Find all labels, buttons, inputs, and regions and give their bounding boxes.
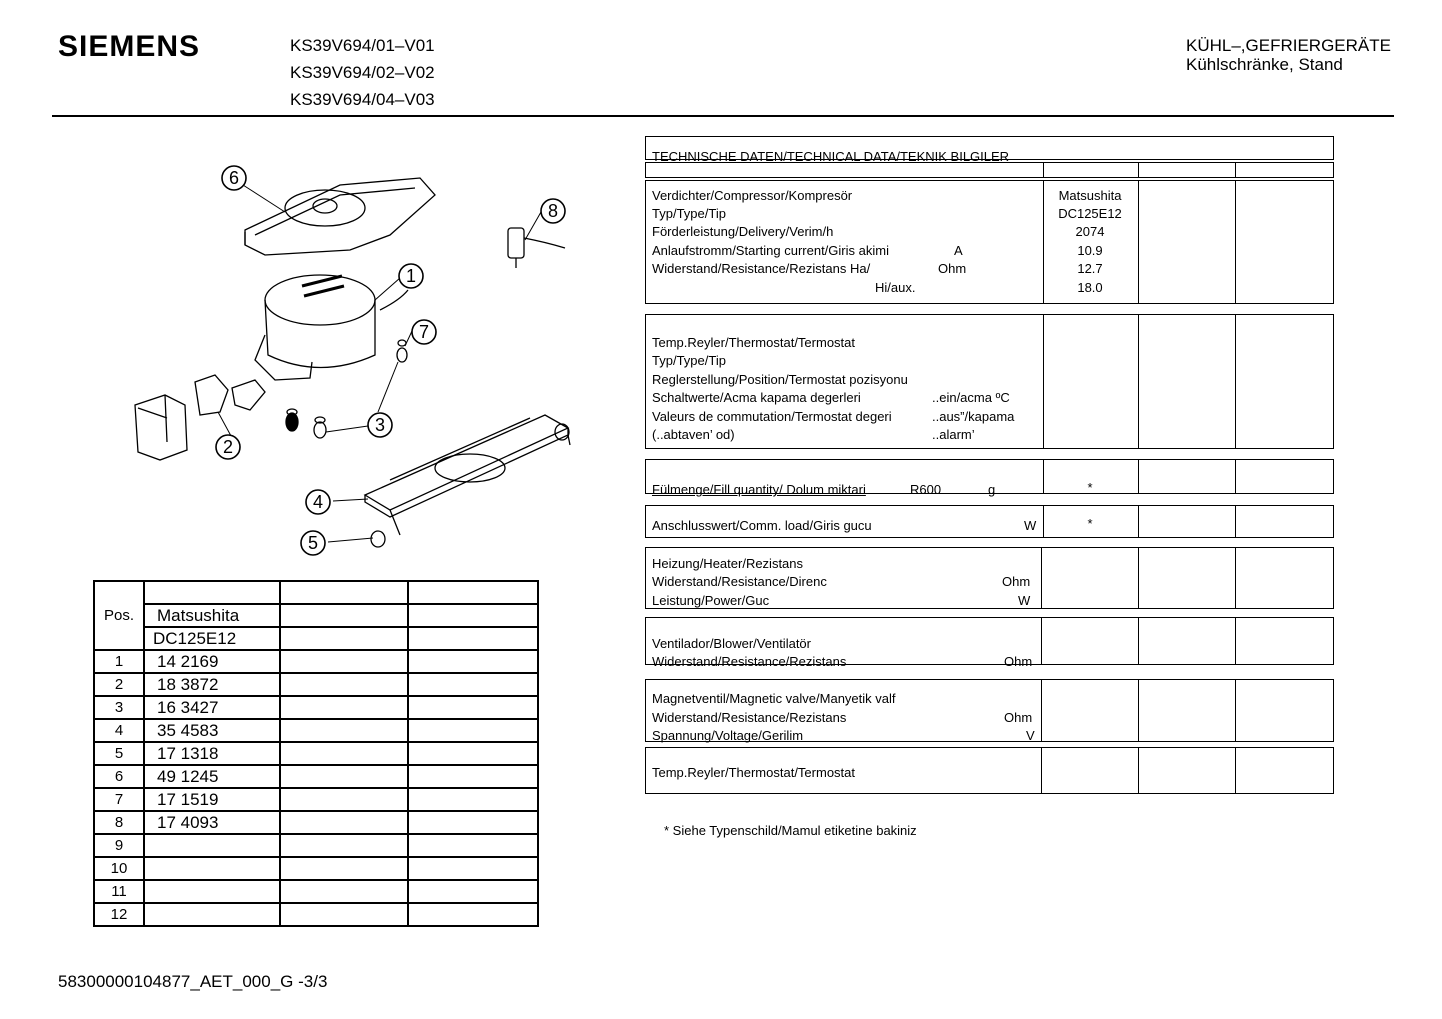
compressor-type-header: DC125E12	[144, 627, 280, 650]
compressor-type-value: DC125E12	[1058, 206, 1122, 221]
heater-power-label: Leistung/Power/Guc	[652, 593, 770, 608]
part-position: 12	[94, 903, 144, 926]
part-number: 17 4093	[144, 811, 280, 834]
part-position: 1	[94, 650, 144, 673]
callout-8	[541, 199, 565, 223]
type-plate-note: * Siehe Typenschild/Mamul etiketine bakiniz	[664, 823, 917, 838]
resistance-label: Widerstand/Resistance/Rezistans Ha/	[652, 261, 871, 276]
valve-voltage-unit: V	[1026, 728, 1035, 743]
thermostat-type-label: Typ/Type/Tip	[652, 353, 726, 368]
blower-resistance-label: Widerstand/Resistance/Rezistans	[652, 654, 847, 669]
part-position: 10	[94, 857, 144, 880]
part-number: 17 1318	[144, 742, 280, 765]
heater-resistance-label: Widerstand/Resistance/Direnc	[652, 574, 827, 589]
table-row	[94, 719, 538, 742]
part-position: 4	[94, 719, 144, 742]
feet-drawing	[371, 424, 569, 547]
part-position: 9	[94, 834, 144, 857]
valve-resistance-unit: Ohm	[1004, 710, 1033, 725]
model-number-1: KS39V694/01–V01	[290, 36, 435, 55]
pos-header: Pos.	[94, 581, 144, 650]
table-row	[94, 650, 538, 673]
model-number-2: KS39V694/02–V02	[290, 63, 435, 82]
capacitor-drawing	[508, 228, 565, 268]
heater-power-unit: W	[1018, 593, 1031, 608]
switch-commutation-label: Valeurs de commutation/Termostat degeri	[652, 409, 892, 424]
callout-6	[222, 166, 246, 190]
resistance-value: 12.7	[1077, 261, 1103, 276]
part-number: 17 1519	[144, 788, 280, 811]
thermostat-section	[645, 314, 1334, 449]
part-number: 49 1245	[144, 765, 280, 788]
part-position: 11	[94, 880, 144, 903]
fill-quantity-value: *	[1087, 480, 1093, 495]
compressor-type-label: Typ/Type/Tip	[652, 206, 726, 221]
switch-on-label: ..ein/acma ºC	[932, 390, 1010, 405]
tech-header-row	[645, 162, 1334, 178]
part-number: 18 3872	[144, 673, 280, 696]
connected-load-value: *	[1087, 516, 1093, 531]
heater-section	[645, 547, 1334, 609]
heater-label: Heizung/Heater/Rezistans	[652, 556, 804, 571]
connected-load-label: Anschlusswert/Comm. load/Giris gucu	[652, 518, 872, 533]
table-row	[94, 811, 538, 834]
svg-text:4: 4	[312, 492, 324, 512]
starting-current-value: 10.9	[1077, 243, 1103, 258]
parts-table	[93, 580, 539, 927]
part-number: 35 4583	[144, 719, 280, 742]
starting-current-label: Anlaufstromm/Starting current/Giris akimi	[652, 243, 889, 258]
blower-label: Ventilador/Blower/Ventilatör	[652, 636, 811, 651]
connected-load-section	[645, 505, 1334, 538]
heater-resistance-unit: Ohm	[1002, 574, 1031, 589]
fill-quantity-unit: g	[988, 482, 996, 497]
parts-table-body	[94, 581, 538, 926]
table-row	[94, 834, 538, 857]
starting-current-unit: A	[954, 243, 963, 258]
blower-section	[645, 617, 1334, 669]
part-position: 8	[94, 811, 144, 834]
table-row	[94, 673, 538, 696]
siemens-logo: SIEMENS	[58, 30, 201, 63]
table-row	[94, 903, 538, 926]
callout-1	[399, 264, 423, 288]
svg-text:2: 2	[222, 437, 234, 457]
part-number: 14 2169	[144, 650, 280, 673]
thermostat-label: Temp.Reyler/Thermostat/Termostat	[652, 335, 856, 350]
table-row	[94, 742, 538, 765]
valve-resistance-label: Widerstand/Resistance/Rezistans	[652, 710, 847, 725]
svg-text:6: 6	[228, 168, 240, 188]
part-position: 5	[94, 742, 144, 765]
callout-7	[412, 320, 436, 344]
base-plate-drawing	[365, 415, 570, 535]
svg-text:5: 5	[307, 533, 319, 553]
part-position: 7	[94, 788, 144, 811]
manufacturer-header: Matsushita	[144, 604, 280, 627]
category-title: KÜHL–,GEFRIERGERÄTE	[1186, 36, 1391, 55]
resistance-aux-value: 18.0	[1077, 280, 1103, 295]
thermostat-position-label: Reglerstellung/Position/Termostat pozisyonu	[652, 372, 908, 387]
defrost-label: (..abtaven’ od)	[652, 427, 735, 442]
part-number	[144, 880, 280, 903]
relay-drawing	[135, 375, 265, 460]
delivery-label: Förderleistung/Delivery/Verim/h	[652, 224, 834, 239]
svg-text:7: 7	[418, 322, 430, 342]
fill-quantity-section	[645, 459, 1334, 497]
fill-quantity-label: Fülmenge/Fill quantity/ Dolum miktari	[652, 482, 866, 497]
table-row	[94, 880, 538, 903]
tech-title: TECHNISCHE DATEN/TECHNICAL DATA/TEKNIK BILGILER	[652, 149, 1010, 164]
exploded-parts-diagram	[90, 150, 590, 570]
part-number: 16 3427	[144, 696, 280, 719]
compressor-label: Verdichter/Compressor/Kompresör	[652, 188, 853, 203]
document-number: 58300000104877_AET_000_G -3/3	[58, 972, 328, 991]
refrigerant-label: R600	[910, 482, 942, 497]
thermostat2-section	[645, 747, 1334, 794]
table-row	[94, 788, 538, 811]
svg-text:8: 8	[547, 201, 559, 221]
alarm-label: ..alarm’	[932, 427, 975, 442]
svg-text:3: 3	[374, 415, 386, 435]
callout-5	[301, 531, 325, 555]
magnetic-valve-label: Magnetventil/Magnetic valve/Manyetik valf	[652, 691, 896, 706]
part-number	[144, 857, 280, 880]
part-position: 6	[94, 765, 144, 788]
resistance-unit: Ohm	[938, 261, 967, 276]
connected-load-unit: W	[1024, 518, 1037, 533]
blower-resistance-unit: Ohm	[1004, 654, 1033, 669]
table-row	[94, 696, 538, 719]
parts-header-blank	[144, 581, 280, 604]
valve-voltage-label: Spannung/Voltage/Gerilim	[652, 728, 804, 743]
part-position: 3	[94, 696, 144, 719]
part-number	[144, 903, 280, 926]
part-position: 2	[94, 673, 144, 696]
callout-2	[216, 435, 240, 459]
tray-drawing	[245, 178, 435, 255]
category-subtitle: Kühlschränke, Stand	[1186, 55, 1343, 74]
table-row	[94, 857, 538, 880]
header-divider	[52, 115, 1394, 117]
callout-4	[306, 490, 330, 514]
thermostat2-label: Temp.Reyler/Thermostat/Termostat	[652, 765, 856, 780]
model-number-3: KS39V694/04–V03	[290, 90, 435, 109]
part-number	[144, 834, 280, 857]
switch-off-label: ..aus”/kapama	[932, 409, 1015, 424]
svg-text:1: 1	[405, 266, 417, 286]
compressor-value: Matsushita	[1058, 188, 1122, 203]
table-row	[94, 765, 538, 788]
delivery-value: 2074	[1075, 224, 1105, 239]
switch-values-label: Schaltwerte/Acma kapama degerleri	[652, 390, 861, 405]
magnetic-valve-section	[645, 679, 1334, 742]
tech-title-row	[645, 136, 1334, 164]
resistance-aux-label: Hi/aux.	[875, 280, 916, 295]
callout-3	[368, 413, 392, 437]
compressor-section	[645, 180, 1334, 304]
